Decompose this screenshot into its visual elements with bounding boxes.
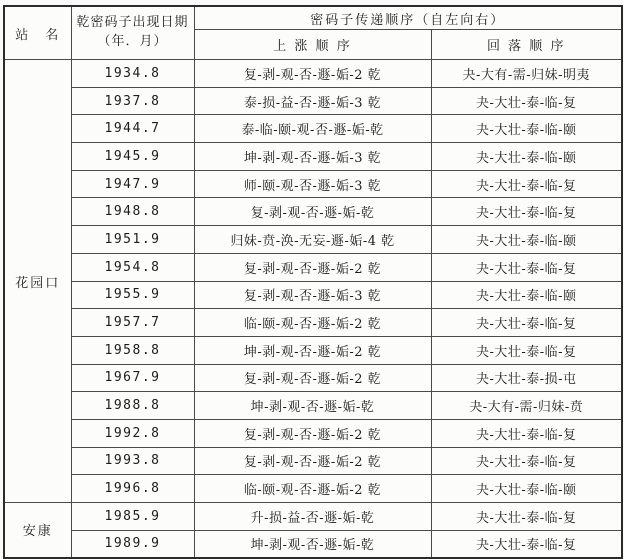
- date-cell: 1947.9: [71, 170, 194, 198]
- falling-cell: 夬-大壮-泰-临-复: [431, 253, 622, 281]
- station-cell: 安康: [4, 503, 71, 558]
- falling-cell: 夬-大壮-泰-临-复: [431, 503, 622, 531]
- table-row: [4, 392, 622, 420]
- date-cell: 1993.8: [71, 447, 194, 475]
- table-row: [4, 419, 622, 447]
- rising-cell: 临-颐-观-否-遯-姤-2 乾: [194, 475, 431, 503]
- falling-cell: 夬-大壮-泰-临-颐: [431, 475, 622, 503]
- falling-cell: 夬-大壮-泰-临-颐: [431, 281, 622, 309]
- rising-cell: 复-剥-观-否-遯-姤-2 乾: [194, 447, 431, 475]
- table-row: [4, 309, 622, 337]
- falling-cell: 夬-大壮-泰-临-复: [431, 309, 622, 337]
- rising-cell: 复-剥-观-否-遯-姤-乾: [194, 198, 431, 226]
- station-cell: 花园口: [4, 60, 71, 503]
- header-transfer-order: 密码子传递顺序（自左向右）: [194, 6, 622, 30]
- rising-cell: 临-颐-观-否-遯-姤-2 乾: [194, 309, 431, 337]
- table-body: [4, 60, 622, 558]
- table-row: [4, 87, 622, 115]
- date-cell: 1937.8: [71, 87, 194, 115]
- rising-cell: 复-剥-观-否-遯-姤-2 乾: [194, 364, 431, 392]
- rising-cell: 复-剥-观-否-遯-姤-3 乾: [194, 281, 431, 309]
- date-cell: 1948.8: [71, 198, 194, 226]
- table-row: [4, 170, 622, 198]
- falling-cell: 夬-大壮-泰-临-复: [431, 336, 622, 364]
- table-row: [4, 143, 622, 171]
- rising-cell: 泰-临-颐-观-否-遯-姤-乾: [194, 115, 431, 143]
- codon-sequence-table: [3, 5, 623, 559]
- date-cell: 1944.7: [71, 115, 194, 143]
- table-row: [4, 60, 622, 88]
- table-row: [4, 336, 622, 364]
- date-cell: 1955.9: [71, 281, 194, 309]
- date-cell: 1989.9: [71, 530, 194, 558]
- falling-cell: 夬-大壮-泰-临-复: [431, 198, 622, 226]
- table-header: [4, 6, 622, 60]
- falling-cell: 夬-大壮-泰-临-颐: [431, 143, 622, 171]
- header-station: 站 名: [4, 6, 71, 60]
- date-cell: 1996.8: [71, 475, 194, 503]
- date-cell: 1988.8: [71, 392, 194, 420]
- rising-cell: 复-剥-观-否-遯-姤-2 乾: [194, 419, 431, 447]
- date-cell: 1934.8: [71, 60, 194, 88]
- rising-cell: 复-剥-观-否-遯-姤-2 乾: [194, 60, 431, 88]
- table-row: [4, 447, 622, 475]
- falling-cell: 夬-大壮-泰-临-复: [431, 87, 622, 115]
- header-date: [71, 6, 194, 60]
- table-row: [4, 503, 622, 531]
- falling-cell: 夬-大壮-泰-临-颐: [431, 226, 622, 254]
- falling-cell: 夬-大壮-泰-临-复: [431, 170, 622, 198]
- falling-cell: 夬-大有-需-归妹-明夷: [431, 60, 622, 88]
- table-row: [4, 115, 622, 143]
- table-row: [4, 364, 622, 392]
- header-date-line2: （年．月）: [97, 34, 168, 49]
- rising-cell: 升-损-益-否-遯-姤-乾: [194, 503, 431, 531]
- date-cell: 1957.7: [71, 309, 194, 337]
- falling-cell: 夬-大壮-泰-损-屯: [431, 364, 622, 392]
- rising-cell: 归妹-贲-涣-无妄-遯-姤-4 乾: [194, 226, 431, 254]
- table-row: [4, 253, 622, 281]
- date-cell: 1967.9: [71, 364, 194, 392]
- rising-cell: 坤-剥-观-否-遯-姤-乾: [194, 392, 431, 420]
- rising-cell: 师-颐-观-否-遯-姤-3 乾: [194, 170, 431, 198]
- rising-cell: 泰-损-益-否-遯-姤-3 乾: [194, 87, 431, 115]
- table-row: [4, 226, 622, 254]
- rising-cell: 坤-剥-观-否-遯-姤-2 乾: [194, 336, 431, 364]
- table-row: [4, 198, 622, 226]
- rising-cell: 坤-剥-观-否-遯-姤-乾: [194, 530, 431, 558]
- date-cell: 1951.9: [71, 226, 194, 254]
- header-falling-order: 回 落 顺 序: [431, 30, 622, 60]
- falling-cell: 夬-大壮-泰-临-复: [431, 447, 622, 475]
- falling-cell: 夬-大壮-泰-临-复: [431, 419, 622, 447]
- rising-cell: 复-剥-观-否-遯-姤-2 乾: [194, 253, 431, 281]
- header-rising-order: 上 涨 顺 序: [194, 30, 431, 60]
- rising-cell: 坤-剥-观-否-遯-姤-3 乾: [194, 143, 431, 171]
- date-cell: 1985.9: [71, 503, 194, 531]
- table-row: [4, 475, 622, 503]
- table-row: [4, 530, 622, 558]
- header-row-top: [4, 6, 622, 30]
- date-cell: 1954.8: [71, 253, 194, 281]
- falling-cell: 夬-大壮-泰-临-颐: [431, 115, 622, 143]
- table-row: [4, 281, 622, 309]
- date-cell: 1958.8: [71, 336, 194, 364]
- falling-cell: 夬-大壮-泰-临-复: [431, 530, 622, 558]
- header-date-line1: 乾密码子出现日期: [76, 15, 189, 31]
- date-cell: 1992.8: [71, 419, 194, 447]
- falling-cell: 夬-大有-需-归妹-贲: [431, 392, 622, 420]
- date-cell: 1945.9: [71, 143, 194, 171]
